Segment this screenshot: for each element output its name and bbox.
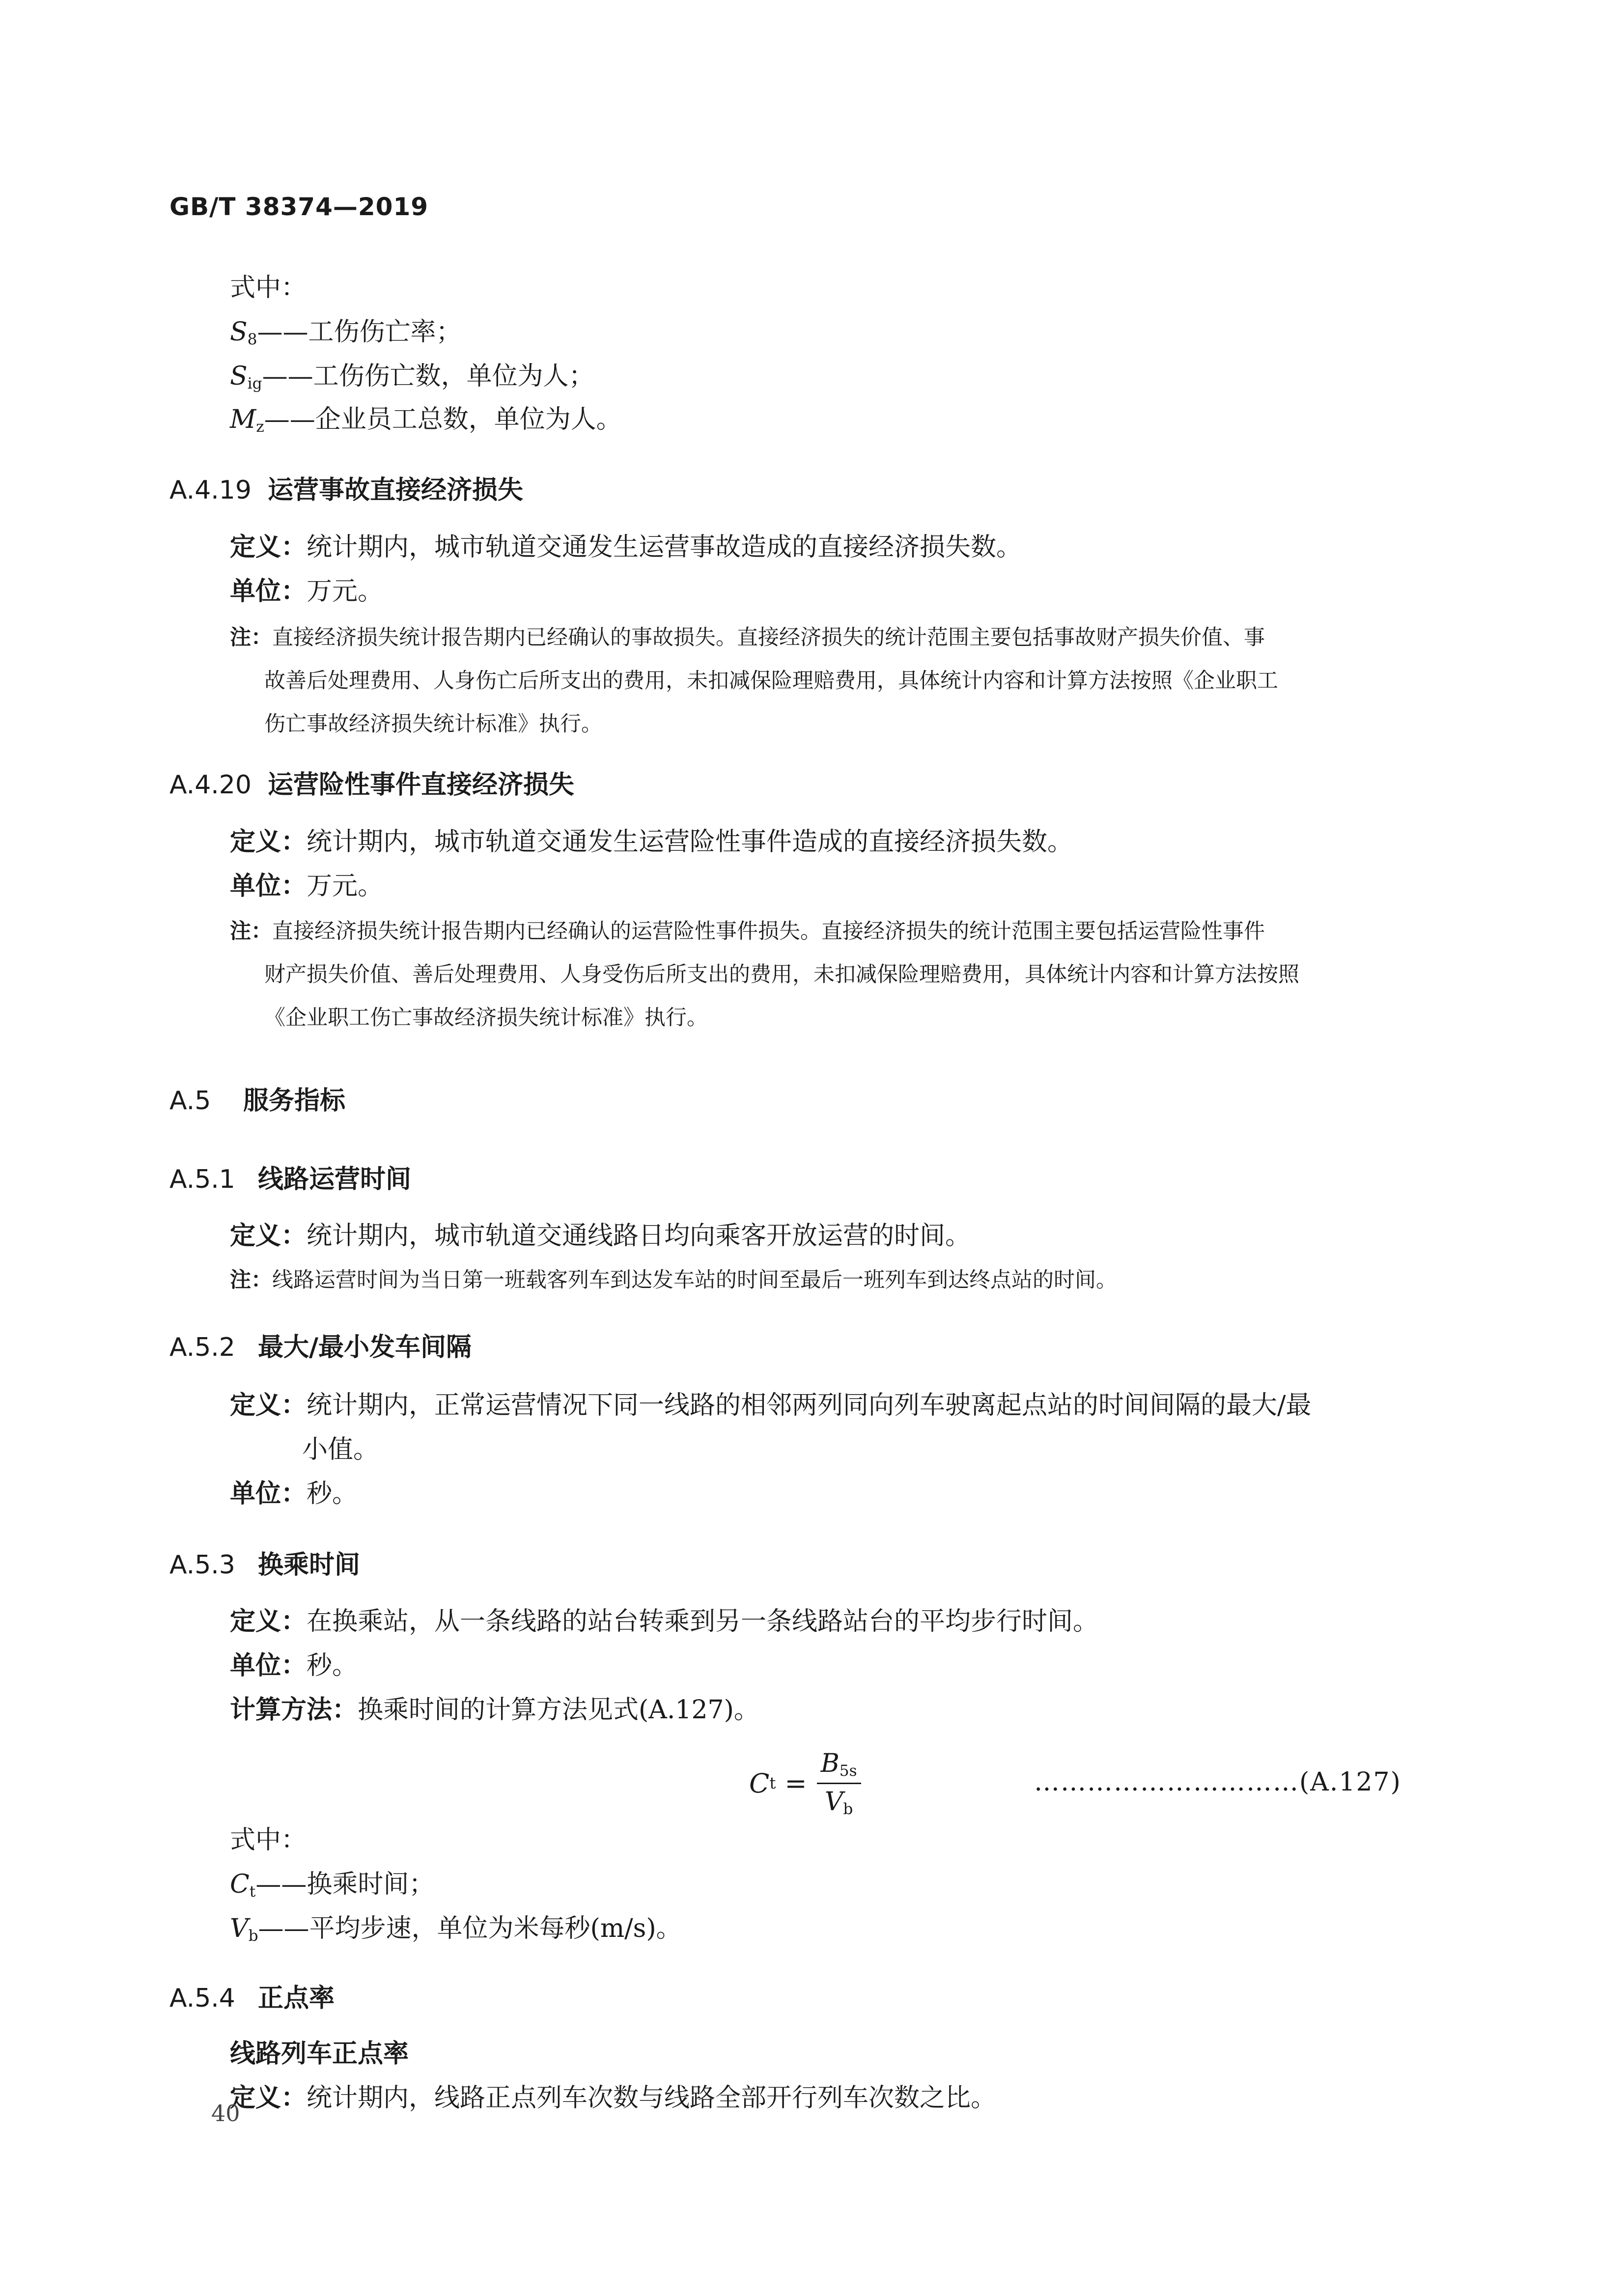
a52-unit: 单位：秒。 xyxy=(230,1479,358,1509)
a420-note: 注：直接经济损失统计报告期内已经确认的运营险性事件损失。直接经济损失的统计范围主要包括运营险性事件 xyxy=(230,919,1265,944)
definition-s8: $S_8——$工伤伤亡率； xyxy=(230,317,462,348)
page-number: 40 xyxy=(211,2100,240,2127)
fraction-bar xyxy=(817,1783,861,1784)
a419-note: 注：直接经济损失统计报告期内已经确认的事故损失。直接经济损失的统计范围主要包括事故财产损失价值、事 xyxy=(230,625,1265,650)
section-heading-a53: A.5.3 换乘时间 xyxy=(169,1550,361,1580)
section-heading-a54: A.5.4 正点率 xyxy=(169,1984,335,2013)
a54-subtitle: 线路列车正点率 xyxy=(230,2039,409,2069)
section-heading-a420: A.4.20 运营险性事件直接经济损失 xyxy=(169,770,575,800)
a54-definition: 定义：统计期内，线路正点列车次数与线路全部开行列车次数之比。 xyxy=(230,2083,997,2113)
definition-sig: $S_{ig}——$工伤伤亡数，单位为人； xyxy=(230,362,594,392)
a420-note-line3: 《企业职工伤亡事故经济损失统计标准》执行。 xyxy=(264,1006,708,1030)
section-heading-a51: A.5.1 线路运营时间 xyxy=(169,1165,412,1194)
where-label: 式中： xyxy=(230,273,307,303)
a419-note-line3: 伤亡事故经济损失统计标准》执行。 xyxy=(264,712,602,736)
definition-ct: $C_t——$换乘时间； xyxy=(230,1870,435,1901)
a52-definition-line2: 小值。 xyxy=(302,1435,379,1464)
a53-unit: 单位：秒。 xyxy=(230,1651,358,1680)
a420-definition: 定义：统计期内，城市轨道交通发生运营险性事件造成的直接经济损失数。 xyxy=(230,827,1073,857)
fraction: $\frac{B_{5s}}{V_b}$ xyxy=(817,1749,861,1818)
a52-definition: 定义：统计期内，正常运营情况下同一线路的相邻两列同向列车驶离起点站的时间间隔的最大/最 xyxy=(230,1391,1312,1420)
section-heading-a52: A.5.2 最大/最小发车间隔 xyxy=(169,1333,472,1362)
a419-definition: 定义：统计期内，城市轨道交通发生运营事故造成的直接经济损失数。 xyxy=(230,532,1022,562)
standard-code: GB/T 38374—2019 xyxy=(169,193,429,221)
a51-definition: 定义：统计期内，城市轨道交通线路日均向乘客开放运营的时间。 xyxy=(230,1221,971,1251)
section-heading-a419: A.4.19 运营事故直接经济损失 xyxy=(169,476,524,505)
definition-vb: $V_b——$平均步速，单位为米每秒(m/s)。 xyxy=(230,1914,682,1945)
a419-note-line2: 故善后处理费用、人身伤亡后所支出的费用，未扣减保险理赔费用，具体统计内容和计算方法按照《企业职工 xyxy=(264,669,1278,693)
section-heading-a5: A.5 服务指标 xyxy=(169,1086,346,1116)
a53-where-label: 式中： xyxy=(230,1825,307,1855)
a53-calculation: 计算方法：换乘时间的计算方法见式(A.127)。 xyxy=(230,1695,759,1725)
formula-a127: C t = $\frac{B_{5s}}{V_b}$ xyxy=(749,1744,861,1822)
a51-note: 注：线路运营时间为当日第一班载客列车到达发车站的时间至最后一班列车到达终点站的时间。 xyxy=(230,1268,1117,1292)
a419-unit: 单位：万元。 xyxy=(230,577,384,606)
a420-note-line2: 财产损失价值、善后处理费用、人身受伤后所支出的费用，未扣减保险理赔费用，具体统计内容和计算方法按照 xyxy=(264,962,1299,987)
definition-mz: $M_z——$企业员工总数，单位为人。 xyxy=(230,405,622,436)
a420-unit: 单位：万元。 xyxy=(230,871,384,901)
equation-number: …………………………(A.127) xyxy=(1034,1767,1401,1797)
a53-definition: 定义：在换乘站，从一条线路的站台转乘到另一条线路站台的平均步行时间。 xyxy=(230,1607,1099,1636)
